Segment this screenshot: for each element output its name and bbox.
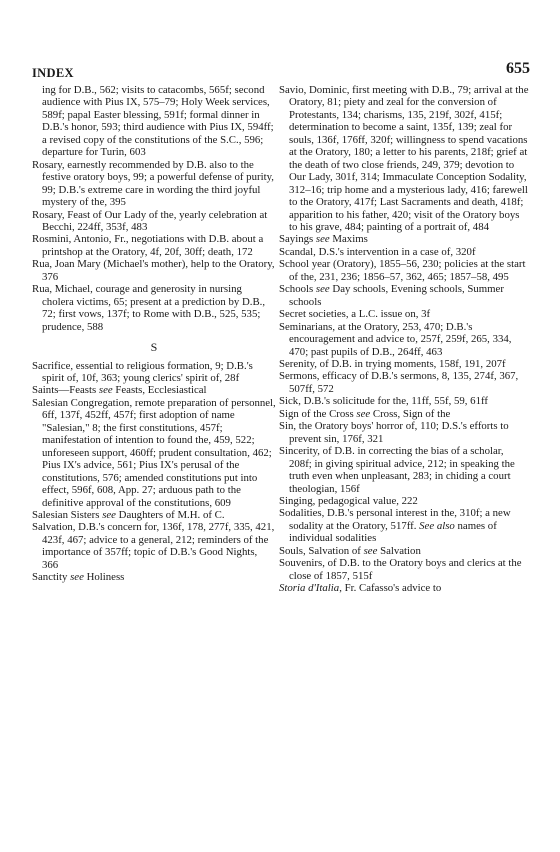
index-entry: Souls, Salvation of see Salvation — [279, 544, 421, 557]
index-entry: Schools see Day schools, Evening schools, Summer schools — [279, 283, 504, 308]
index-entry: Sin, the Oratory boys' horror of, 110; D.S.'s efforts to prevent sin, 176f, 321 — [279, 420, 509, 445]
left-column — [32, 84, 276, 584]
index-entry: ing for D.B., 562; visits to catacombs, 565f; second audience with Pius IX, 575–79; Holy Week services, 589f; papal Easter blessing, 591f; formal dinner in D.B.'s honor, 593; third audience with Pius IX, 594ff; a revised copy of the constitutions of the S.C., 596; departure for Turin, 603 — [42, 84, 274, 159]
index-entry: Scandal, D.S.'s intervention in a case of, 320f — [279, 245, 476, 258]
index-entry: Sincerity, of D.B. in correcting the bias of a scholar, 208f; in giving spiritual advice, 212; in speaking the truth even when unpleasant, 283; in chiding a court theologian, 156f — [279, 445, 515, 495]
index-entry: Savio, Dominic, first meeting with D.B., 79; arrival at the Oratory, 81; piety and zeal for the conversion of Protestants, 134; charisms, 135, 219f, 302f, 415f; determination to become a saint, 135f, 139; zeal for souls, 136f, 176ff, 320f; willingness to spend vacations at the Oratory, 180; a letter to his parents, 218f; grief at the death of two close friends, 249, 379; devotion to Our Lady, 301f, 314; Immaculate Conception Sodality, 312–16; trip home and a mysterious lady, 416; farewell to the Oratory, 417f; Last Sacraments and death, 418f; apparition to his father, 420; visit of the Oratory boys to his grave, 484; painting of a portrait of, 484 — [279, 84, 529, 233]
index-entry: Salvation, D.B.'s concern for, 136f, 178, 277f, 335, 421, 423f, 467; advice to a general, 212; reminders of the importance of 357ff; topic of D.B.'s Good Nights, 366 — [32, 521, 275, 571]
index-entry: Souvenirs, of D.B. to the Oratory boys and clerics at the close of 1857, 515f — [279, 557, 522, 582]
index-entry: Singing, pedagogical value, 222 — [279, 494, 418, 507]
index-entry: Sayings see Maxims — [279, 233, 368, 246]
section-letter: S — [150, 340, 158, 355]
index-entry: Sanctity see Holiness — [32, 571, 125, 584]
index-entry: Sodalities, D.B.'s personal interest in the, 310f; a new sodality at the Oratory, 517ff. See also names of individual sodalities — [279, 507, 511, 545]
index-entry: Rosmini, Antonio, Fr., negotiations with D.B. about a printshop at the Oratory, 4f, 20f, 30ff; death, 172 — [32, 233, 264, 258]
index-entry: Rosary, Feast of Our Lady of the, yearly celebration at Becchi, 224ff, 353f, 483 — [32, 208, 268, 233]
index-entry: Sacrifice, essential to religious formation, 9; D.B.'s spirit of, 10f, 363; young clerics' spirit of, 28f — [32, 359, 253, 384]
index-entry: Secret societies, a L.C. issue on, 3f — [279, 308, 431, 321]
running-head: INDEX — [32, 66, 74, 80]
page-header — [28, 60, 530, 82]
right-column — [279, 84, 529, 595]
index-entry: Serenity, of D.B. in trying moments, 158f, 191, 207f — [279, 357, 506, 370]
index-entry: Salesian Congregation, remote preparation of personnel, 6ff, 137f, 452ff, 457f; first adoption of name "Salesian," 8; the first constitutions, 457f; manifestation of intention to found the, 459, 522; unforeseen support, 460ff; prudent consultation, 462; Pius IX's advice, 561; Pius IX's perusal of the constitutions, 576; amended constitutions put into effect, 596f, 608, App. 27; arduous path to the definitive approval of the constitutions, 609 — [32, 396, 276, 509]
index-entry: Sick, D.B.'s solicitude for the, 11ff, 55f, 59, 61ff — [279, 395, 488, 408]
index-entry: Storia d'Italia, Fr. Cafasso's advice to — [279, 582, 442, 595]
index-entry: Rua, Joan Mary (Michael's mother), help to the Oratory, 376 — [32, 258, 275, 283]
index-entry: School year (Oratory), 1855–56, 230; policies at the start of the, 231, 236; 1856–57, 362, 465; 1857–58, 495 — [279, 258, 526, 283]
index-entry: Saints—Feasts see Feasts, Ecclesiastical — [32, 384, 207, 397]
index-entry: Salesian Sisters see Daughters of M.H. of C. — [32, 508, 225, 521]
index-entry: Sermons, efficacy of D.B.'s sermons, 8, 135, 274f, 367, 507ff, 572 — [279, 370, 519, 395]
index-entry: Rosary, earnestly recommended by D.B. also to the festive oratory boys, 99; a powerful defense of purity, 99; D.B.'s extreme care in wording the third joyful mystery of the, 395 — [32, 158, 274, 209]
page-number: 655 — [506, 60, 530, 77]
index-entry: Seminarians, at the Oratory, 253, 470; D.B.'s encouragement and advice to, 257f, 259f, 265, 334, 470; past pupils of D.B., 264ff, 463 — [279, 320, 512, 358]
index-entry: Rua, Michael, courage and generosity in nursing cholera victims, 65; present at a prediction by D.B., 72; first vows, 137f; to Rome with D.B., 525, 535; prudence, 588 — [32, 283, 266, 333]
index-entry: Sign of the Cross see Cross, Sign of the — [279, 407, 451, 420]
